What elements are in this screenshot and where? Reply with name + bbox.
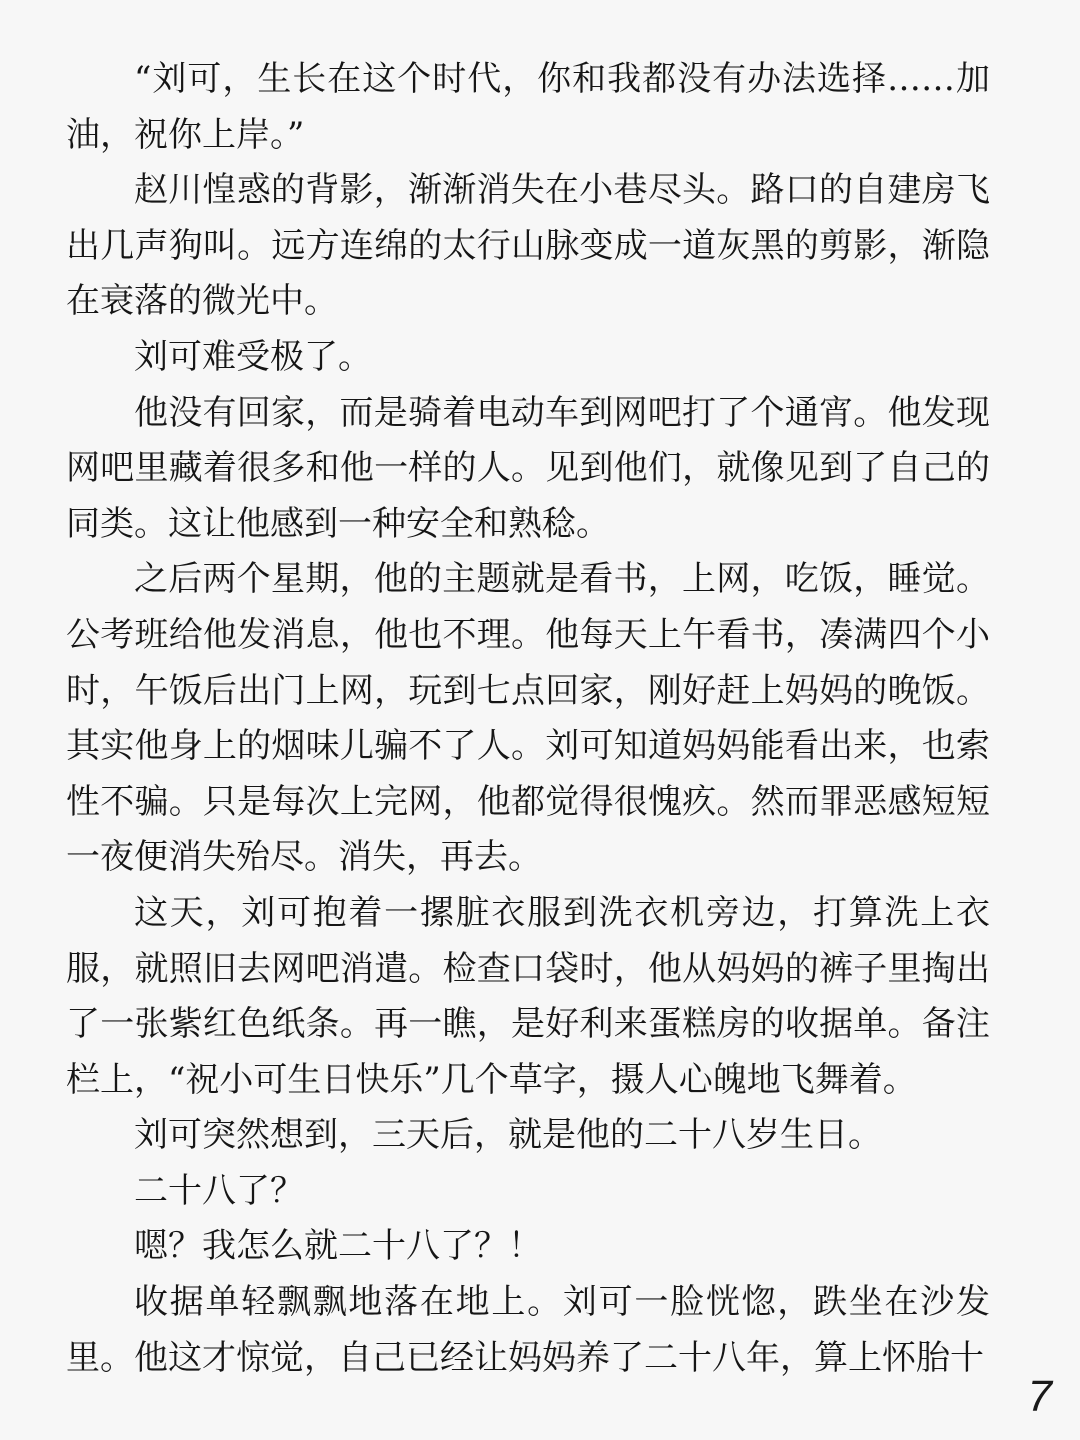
paragraph: 之后两个星期，他的主题就是看书，上网，吃饭，睡觉。公考班给他发消息，他也不理。他每天上午看书，凑满四个小时，午饭后出门上网，玩到七点回家，刚好赶上妈妈的晚饭。其实他身上的烟味儿骗不了人。刘可知道妈妈能看出来，也索性不骗。只是每次上完网，他都觉得很愧疚。然而罪恶感短短一夜便消失殆尽。消失，再去。 xyxy=(66,559,990,878)
page-number: 7 xyxy=(1027,1372,1052,1421)
paragraph: 刘可难受极了。 xyxy=(134,336,372,377)
paragraph: 二十八了？ xyxy=(134,1170,304,1211)
paragraph: 刘可突然想到，三天后，就是他的二十八岁生日。 xyxy=(134,1115,882,1156)
paragraph: 他没有回家，而是骑着电动车到网吧打了个通宵。他发现网吧里藏着很多和他一样的人。见到他们，就像见到了自己的同类。这让他感到一种安全和熟稔。 xyxy=(66,392,990,544)
paragraph: 赵川惶惑的背影，渐渐消失在小巷尽头。路口的自建房飞出几声狗叫。远方连绵的太行山脉变成一道灰黑的剪影，渐隐在衰落的微光中。 xyxy=(66,170,990,322)
paragraph: 嗯？我怎么就二十八了？！ xyxy=(134,1226,542,1267)
paragraph: 这天，刘可抱着一摞脏衣服到洗衣机旁边，打算洗上衣服，就照旧去网吧消遣。检查口袋时，他从妈妈的裤子里掏出了一张紫红色纸条。再一瞧，是好利来蛋糕房的收据单。备注栏上，“祝小可生日快乐”几个草字，摄人心魄地飞舞着。 xyxy=(66,892,990,1100)
paragraph: “刘可，生长在这个时代，你和我都没有办法选择……加油，祝你上岸。” xyxy=(66,59,990,155)
paragraph: 收据单轻飘飘地落在地上。刘可一脸恍惚，跌坐在沙发里。他这才惊觉，自己已经让妈妈养了二十八年，算上怀胎十 xyxy=(66,1282,990,1378)
article-body xyxy=(66,52,990,1386)
